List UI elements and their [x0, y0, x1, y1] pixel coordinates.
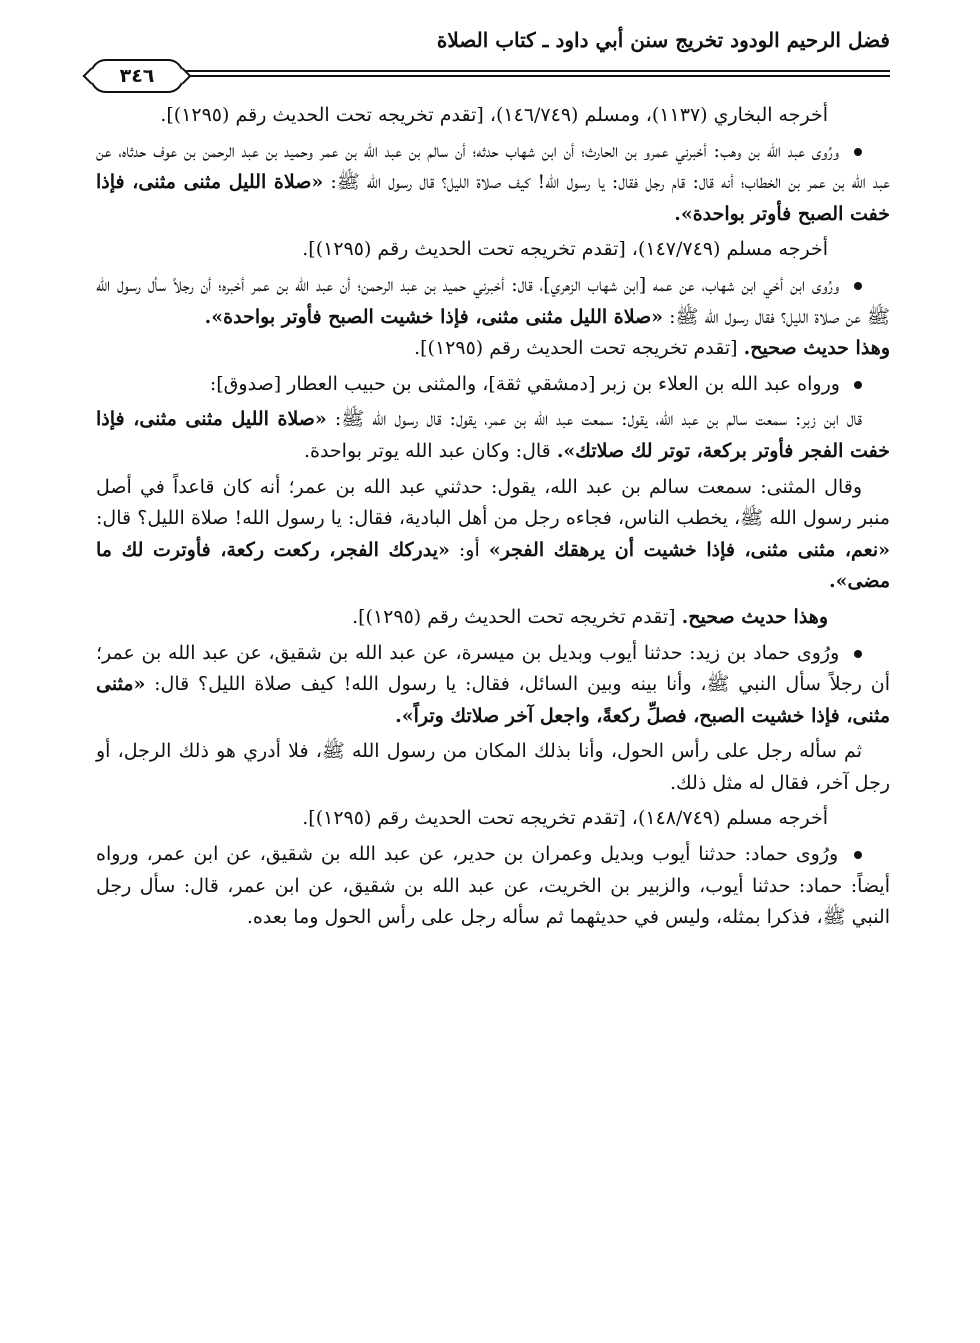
- text-segment: أخرجه البخاري (١١٣٧)، ومسلم (١٤٦/٧٤٩)، [تقدم تخريجه تحت الحديث رقم (١٢٩٥)].: [160, 104, 828, 126]
- paragraph: [96, 602, 890, 634]
- paragraph: [96, 100, 890, 132]
- bullet-icon: [854, 650, 862, 658]
- header-rule: [90, 70, 890, 72]
- text-segment: قال ابن زبر: سمعت سالم بن عبد الله، يقول: سمعت عبد الله بن عمر، يقول: قال رسول الله ﷺ:: [334, 408, 862, 431]
- header-rule: [90, 75, 890, 77]
- grading-text: وهذا حديث صحيح.: [681, 605, 828, 628]
- bullet-icon: [854, 851, 862, 859]
- hadith-quote: «صلاة الليل مثنى مثنى، فإذا خفت الفجر فأوتر بركعة، توتر لك صلاتك».: [96, 408, 890, 462]
- page-number-badge: [90, 59, 184, 93]
- running-title: فضل الرحيم الودود تخريج سنن أبي داود ـ كتاب الصلاة: [436, 28, 890, 52]
- page-number: ٣٤٦: [119, 65, 155, 87]
- hadith-quote: «مثنى مثنى، فإذا خشيت الصبح، فصلِّ ركعةً، واجعل آخر صلاتك وتراً».: [96, 673, 890, 727]
- paragraph: [96, 736, 890, 799]
- text-segment: ورُوى عبد الله بن وهب: أخبرني عمرو بن الحارث؛ أن ابن شهاب حدثه؛ أن سالم بن عبد الله بن عمر وحميد بن عبد الرحمن بن عوف حدثاه، عن عبد الله بن عمر بن الخطاب؛ أنه قال: قام رجل فقال: يا رسول الله! كيف صلاة الليل؟ قال رسول الله ﷺ:: [96, 139, 890, 194]
- paragraph: [96, 234, 890, 266]
- paragraph: [96, 369, 890, 401]
- text-segment: ثم سأله رجل على رأس الحول، وأنا بذلك المكان من رسول الله ﷺ، فلا أدري هو ذلك الرجل، أو رجل آخر، فقال له مثل ذلك.: [96, 740, 890, 794]
- text-segment: قال: وكان عبد الله يوتر بواحدة.: [303, 439, 551, 462]
- text-segment: [تقدم تخريجه تحت الحديث رقم (١٢٩٥)].: [352, 605, 676, 628]
- hadith-quote: «نعم، مثنى مثنى، فإذا خشيت أن يرهقك الفجر»: [488, 538, 890, 561]
- grading-text: وهذا حديث صحيح.: [743, 337, 890, 360]
- text-segment: أخرجه مسلم (١٤٧/٧٤٩)، [تقدم تخريجه تحت الحديث رقم (١٢٩٥)].: [302, 238, 828, 261]
- page-header: [90, 22, 890, 94]
- text-segment: ورُوى حماد بن زيد: حدثنا أيوب وبديل بن ميسرة، عن عبد الله بن شقيق، عن عبد الله بن عمر؛ أن رجلاً سأل النبي ﷺ، وأنا بينه وبين السائل، فقال: يا رسول الله! كيف صلاة الليل؟ قال:: [96, 641, 890, 696]
- paragraph: [96, 136, 890, 231]
- bullet-icon: [854, 381, 862, 389]
- paragraph: [96, 472, 890, 598]
- hadith-quote: «يدركك الفجر، ركعت ركعة، فأوترت لك ما مضى».: [96, 538, 890, 593]
- paragraph: [96, 270, 890, 365]
- text-segment: وقال المثنى: سمعت سالم بن عبد الله، يقول: حدثني عبد الله بن عمر؛ أنه كان قاعداً في أصل منبر رسول الله ﷺ، يخطب الناس، فجاءه رجل من أهل البادية، فقال: يا رسول الله! صلاة الليل؟ قال:: [96, 475, 890, 530]
- text-segment: ورُوى حماد: حدثنا أيوب وبديل وعمران بن حدير، عن عبد الله بن شقيق، عن ابن عمر، ورواه أيضاً: حماد: حدثنا أيوب، والزبير بن الخريت، عن عبد الله بن شقيق، عن ابن عمر، قال: سأل رجل النبي ﷺ، فذكرا بمثله، وليس في حديثهما ثم سأله رجل على رأس الحول وما بعده.: [96, 843, 890, 929]
- text-segment: أو:: [458, 538, 480, 561]
- paragraph: [96, 638, 890, 733]
- bullet-icon: [854, 282, 862, 290]
- paragraph: [96, 404, 890, 467]
- text-segment: أخرجه مسلم (١٤٨/٧٤٩)، [تقدم تخريجه تحت الحديث رقم (١٢٩٥)].: [302, 807, 828, 830]
- text-segment: ورُوى ابن أخي ابن شهاب، عن عمه [ابن شهاب الزهري]، قال: أخبرني حميد بن عبد الرحمن؛ أن عبد الله بن عمر أخبره؛ أن رجلاً سأل رسول الله ﷺ عن صلاة الليل؟ فقال رسول الله ﷺ:: [96, 273, 890, 328]
- page-body: [96, 100, 890, 938]
- text-segment: ورواه عبد الله بن العلاء بن زبر [دمشقي ثقة]، والمثنى بن حبيب العطار [صدوق]:: [209, 372, 840, 395]
- bullet-icon: [854, 148, 862, 156]
- text-segment: [تقدم تخريجه تحت الحديث رقم (١٢٩٥)].: [414, 337, 738, 360]
- paragraph: [96, 803, 890, 835]
- ornament-icon: [83, 68, 100, 85]
- hadith-quote: «صلاة الليل مثنى مثنى، فإذا خفت الصبح فأوتر بواحدة».: [96, 171, 890, 225]
- paragraph: [96, 839, 890, 934]
- hadith-quote: «صلاة الليل مثنى مثنى، فإذا خشيت الصبح فأوتر بواحدة».: [204, 305, 664, 328]
